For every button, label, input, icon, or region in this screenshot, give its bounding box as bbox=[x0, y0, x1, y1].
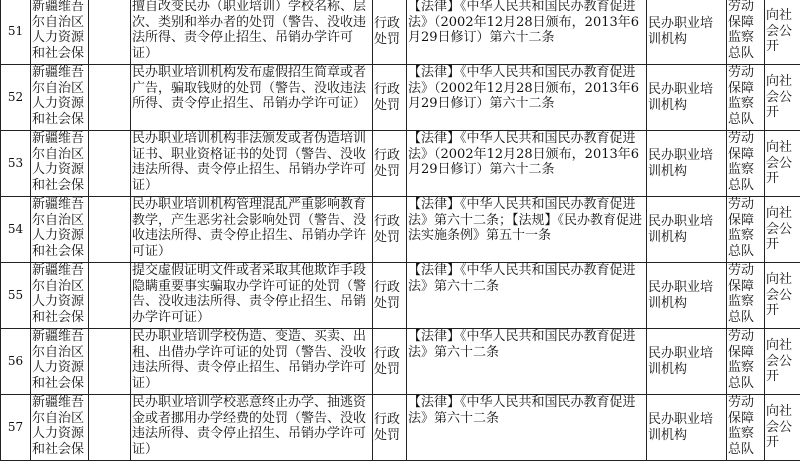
table-row bbox=[1, 197, 800, 263]
legal-basis-text: 【法律】《中华人民共和国民办教育促进法》第六十二条 bbox=[408, 329, 636, 360]
row-number-text: 55 bbox=[7, 287, 24, 302]
power-type-cell bbox=[373, 329, 407, 395]
implementing-unit-cell bbox=[727, 131, 765, 197]
power-type-cell bbox=[373, 197, 407, 263]
power-type-cell bbox=[373, 263, 407, 329]
row-number bbox=[1, 131, 31, 197]
department-cell bbox=[31, 131, 89, 197]
power-type-cell bbox=[373, 395, 407, 461]
item-name-cell bbox=[131, 263, 373, 329]
power-type-text: 行政处罚 bbox=[374, 345, 401, 377]
legal-basis-cell bbox=[407, 65, 647, 131]
department-cell bbox=[31, 197, 89, 263]
spacer-cell bbox=[89, 65, 131, 131]
legal-basis-text: 【法律】《中华人民共和国民办教育促进法》第六十二条；【法规】《民办教育促进法实施条例》第五十一条 bbox=[408, 197, 643, 244]
row-number-text: 51 bbox=[7, 23, 24, 38]
item-name-text: 民办职业培训学校恶意终止办学、抽逃资金或者挪用办学经费的处罚（警告、没收违法所得、责令停止招生、吊销办学许可证） bbox=[132, 395, 367, 457]
legal-basis-text: 【法律】《中华人民共和国民办教育促进法》（2002年12月28日颁布，2013年6月29日修订）第六十二条 bbox=[408, 131, 640, 178]
department-text: 新疆维吾尔自治区人力资源和社会保 bbox=[32, 0, 85, 61]
target-text: 民办职业培训机构 bbox=[648, 15, 714, 47]
target-cell bbox=[647, 395, 727, 461]
legal-basis-cell bbox=[407, 131, 647, 197]
power-type-text: 行政处罚 bbox=[374, 213, 401, 245]
legal-basis-cell bbox=[407, 395, 647, 461]
department-text: 新疆维吾尔自治区人力资源和社会保 bbox=[32, 131, 85, 193]
department-cell bbox=[31, 263, 89, 329]
row-number bbox=[1, 197, 31, 263]
row-number bbox=[1, 329, 31, 395]
department-text: 新疆维吾尔自治区人力资源和社会保 bbox=[32, 197, 85, 259]
publicity-text: 向社会公开 bbox=[766, 404, 793, 451]
spacer-cell bbox=[89, 329, 131, 395]
implementing-unit-text: 劳动保障监察总队 bbox=[728, 197, 755, 259]
publicity-text: 向社会公开 bbox=[766, 272, 793, 319]
publicity-text: 向社会公开 bbox=[766, 74, 793, 121]
implementing-unit-cell bbox=[727, 263, 765, 329]
item-name-cell bbox=[131, 395, 373, 461]
implementing-unit-cell bbox=[727, 197, 765, 263]
spacer-cell bbox=[89, 197, 131, 263]
power-type-cell bbox=[373, 65, 407, 131]
implementing-unit-cell bbox=[727, 329, 765, 395]
item-name-text: 擅自改变民办（职业培训）学校名称、层次、类别和举办者的处罚（警告、没收违法所得、责令停止招生、吊销办学许可证） bbox=[132, 0, 367, 61]
power-type-text: 行政处罚 bbox=[374, 411, 401, 443]
row-number bbox=[1, 0, 31, 65]
implementing-unit-text: 劳动保障监察总队 bbox=[728, 329, 755, 391]
spacer-cell bbox=[89, 0, 131, 65]
item-name-text: 民办职业培训学校伪造、变造、买卖、出租、出借办学许可证的处罚（警告、没收违法所得、责令停止招生、吊销办学许可证） bbox=[132, 329, 367, 391]
row-number-text: 57 bbox=[7, 419, 24, 434]
implementing-unit-cell bbox=[727, 65, 765, 131]
table-row bbox=[1, 395, 800, 461]
table-row bbox=[1, 65, 800, 131]
power-type-text: 行政处罚 bbox=[374, 81, 401, 113]
power-type-text: 行政处罚 bbox=[374, 279, 401, 311]
target-text: 民办职业培训机构 bbox=[648, 213, 714, 245]
target-cell bbox=[647, 329, 727, 395]
department-cell bbox=[31, 329, 89, 395]
row-number bbox=[1, 395, 31, 461]
target-cell bbox=[647, 197, 727, 263]
publicity-text: 向社会公开 bbox=[766, 140, 793, 187]
target-cell bbox=[647, 131, 727, 197]
power-type-text: 行政处罚 bbox=[374, 147, 401, 179]
publicity-text: 向社会公开 bbox=[766, 206, 793, 253]
target-cell bbox=[647, 0, 727, 65]
legal-basis-cell bbox=[407, 329, 647, 395]
department-cell bbox=[31, 395, 89, 461]
item-name-cell bbox=[131, 197, 373, 263]
publicity-cell bbox=[765, 197, 800, 263]
publicity-cell bbox=[765, 131, 800, 197]
department-cell bbox=[31, 0, 89, 65]
publicity-cell bbox=[765, 395, 800, 461]
power-type-text: 行政处罚 bbox=[374, 15, 401, 47]
item-name-cell bbox=[131, 65, 373, 131]
spacer-cell bbox=[89, 131, 131, 197]
target-text: 民办职业培训机构 bbox=[648, 411, 714, 443]
row-number-text: 54 bbox=[7, 221, 24, 236]
department-text: 新疆维吾尔自治区人力资源和社会保 bbox=[32, 329, 85, 391]
publicity-text: 向社会公开 bbox=[766, 338, 793, 385]
target-text: 民办职业培训机构 bbox=[648, 147, 714, 179]
target-text: 民办职业培训机构 bbox=[648, 81, 714, 113]
item-name-text: 民办职业培训机构非法颁发或者伪造培训证书、职业资格证书的处罚（警告、没收违法所得、责令停止招生、吊销办学许可证） bbox=[132, 131, 367, 193]
publicity-cell bbox=[765, 329, 800, 395]
department-text: 新疆维吾尔自治区人力资源和社会保 bbox=[32, 263, 85, 325]
implementing-unit-text: 劳动保障监察总队 bbox=[728, 395, 755, 457]
row-number bbox=[1, 263, 31, 329]
power-type-cell bbox=[373, 131, 407, 197]
spacer-cell bbox=[89, 263, 131, 329]
legal-basis-text: 【法律】《中华人民共和国民办教育促进法》第六十二条 bbox=[408, 395, 636, 426]
item-name-text: 民办职业培训机构管理混乱严重影响教育教学，产生恶劣社会影响处罚（警告、没收违法所得、责令停止招生、吊销办学许可证） bbox=[132, 197, 367, 259]
department-cell bbox=[31, 65, 89, 131]
item-name-text: 提交虚假证明文件或者采取其他欺诈手段隐瞒重要事实骗取办学许可证的处罚（警告、没收违法所得、责令停止招生、吊销办学许可证） bbox=[132, 263, 367, 325]
target-cell bbox=[647, 65, 727, 131]
table-row bbox=[1, 131, 800, 197]
item-name-text: 民办职业培训机构发布虚假招生简章或者广告，骗取钱财的处罚（警告、没收违法所得、责令停止招生、吊销办学许可证） bbox=[132, 65, 367, 112]
target-cell bbox=[647, 263, 727, 329]
publicity-cell bbox=[765, 0, 800, 65]
target-text: 民办职业培训机构 bbox=[648, 279, 714, 311]
table-row bbox=[1, 0, 800, 65]
implementing-unit-cell bbox=[727, 395, 765, 461]
legal-basis-text: 【法律】《中华人民共和国民办教育促进法》（2002年12月28日颁布，2013年6月29日修订）第六十二条 bbox=[408, 65, 640, 112]
row-number-text: 53 bbox=[7, 155, 24, 170]
table-row bbox=[1, 329, 800, 395]
legal-basis-cell bbox=[407, 197, 647, 263]
implementing-unit-text: 劳动保障监察总队 bbox=[728, 131, 755, 193]
item-name-cell bbox=[131, 0, 373, 65]
power-type-cell bbox=[373, 0, 407, 65]
implementing-unit-text: 劳动保障监察总队 bbox=[728, 65, 755, 127]
implementing-unit-text: 劳动保障监察总队 bbox=[728, 263, 755, 325]
publicity-text: 向社会公开 bbox=[766, 8, 793, 55]
implementing-unit-cell bbox=[727, 0, 765, 65]
row-number-text: 52 bbox=[7, 89, 24, 104]
legal-basis-cell bbox=[407, 263, 647, 329]
row-number-text: 56 bbox=[7, 353, 24, 368]
legal-basis-text: 【法律】《中华人民共和国民办教育促进法》（2002年12月28日颁布，2013年6月29日修订）第六十二条 bbox=[408, 0, 640, 46]
table-body bbox=[1, 0, 800, 461]
implementing-unit-text: 劳动保障监察总队 bbox=[728, 0, 755, 61]
department-text: 新疆维吾尔自治区人力资源和社会保 bbox=[32, 65, 85, 127]
item-name-cell bbox=[131, 131, 373, 197]
publicity-cell bbox=[765, 263, 800, 329]
department-text: 新疆维吾尔自治区人力资源和社会保 bbox=[32, 395, 85, 457]
legal-basis-text: 【法律】《中华人民共和国民办教育促进法》第六十二条 bbox=[408, 263, 636, 294]
publicity-cell bbox=[765, 65, 800, 131]
legal-basis-cell bbox=[407, 0, 647, 65]
table-row bbox=[1, 263, 800, 329]
spacer-cell bbox=[89, 395, 131, 461]
target-text: 民办职业培训机构 bbox=[648, 345, 714, 377]
row-number bbox=[1, 65, 31, 131]
item-name-cell bbox=[131, 329, 373, 395]
